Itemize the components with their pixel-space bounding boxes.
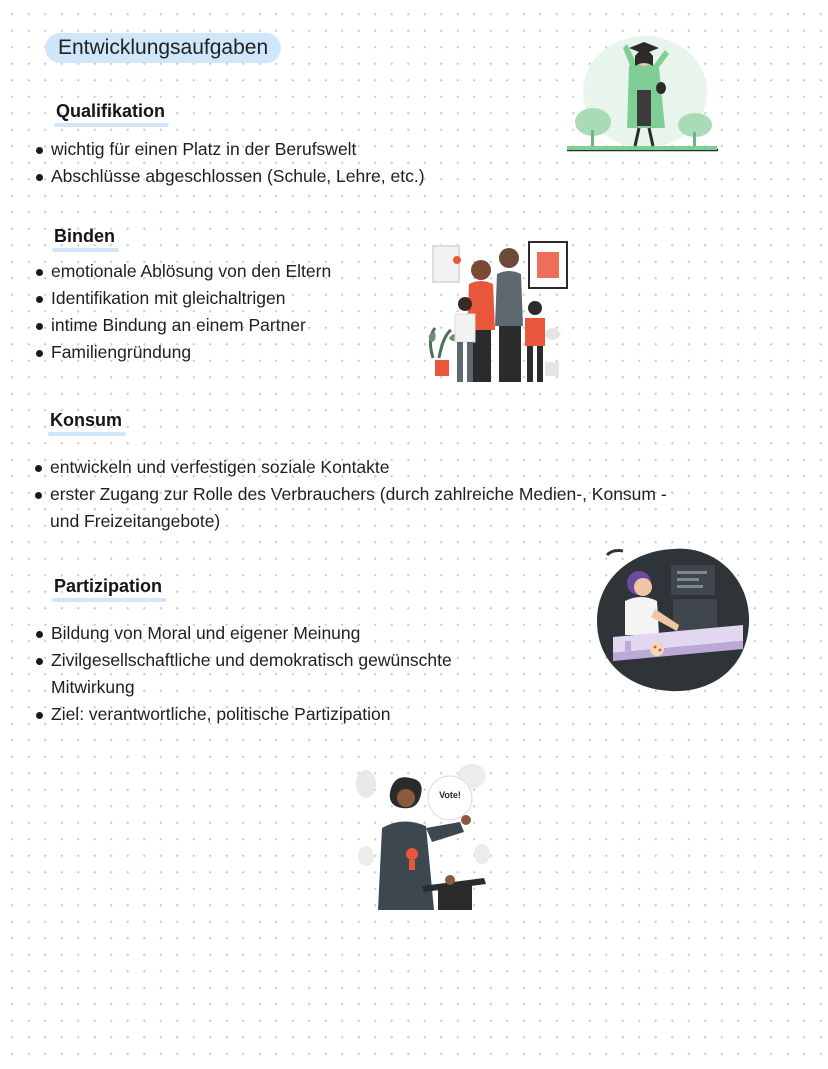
list-item: Abschlüsse abgeschlossen (Schule, Lehre, etc.) <box>36 163 425 190</box>
list-item: entwickeln und verfestigen soziale Kontakte <box>35 454 667 481</box>
bullet-list-binden <box>36 258 331 366</box>
vote-sign-label: Vote! <box>439 790 461 800</box>
list-item: intime Bindung an einem Partner <box>36 312 331 339</box>
list-item-continuation: und Freizeitangebote) <box>50 511 221 531</box>
graduate-illustration <box>565 30 720 155</box>
list-item: Zivilgesellschaftliche und demokratisch gewünschte <box>36 647 452 674</box>
bullet-list-qualifikation <box>36 136 425 190</box>
list-item: Ziel: verantwortliche, politische Partizipation <box>36 701 452 728</box>
bullet-list-konsum <box>35 454 667 535</box>
gamer-illustration <box>593 545 753 695</box>
list-item: Bildung von Moral und eigener Meinung <box>36 620 452 647</box>
list-item: wichtig für einen Platz in der Berufswelt <box>36 136 425 163</box>
list-item: emotionale Ablösung von den Eltern <box>36 258 331 285</box>
section-heading-binden: Binden <box>54 226 115 246</box>
list-item: Familiengründung <box>36 339 331 366</box>
bullet-list-partizipation <box>36 620 452 728</box>
page-title: Entwicklungsaufgaben <box>45 33 281 63</box>
family-illustration <box>425 238 575 390</box>
list-item: erster Zugang zur Rolle des Verbrauchers (durch zahlreiche Medien-, Konsum - <box>35 481 667 508</box>
section-heading-partizipation: Partizipation <box>54 576 163 596</box>
list-item: Identifikation mit gleichaltrigen <box>36 285 331 312</box>
speaker-vote-illustration <box>352 762 492 912</box>
section-heading-konsum: Konsum <box>50 410 122 430</box>
section-heading-qualifikation: Qualifikation <box>56 101 166 121</box>
list-item-continuation: Mitwirkung <box>51 677 135 697</box>
